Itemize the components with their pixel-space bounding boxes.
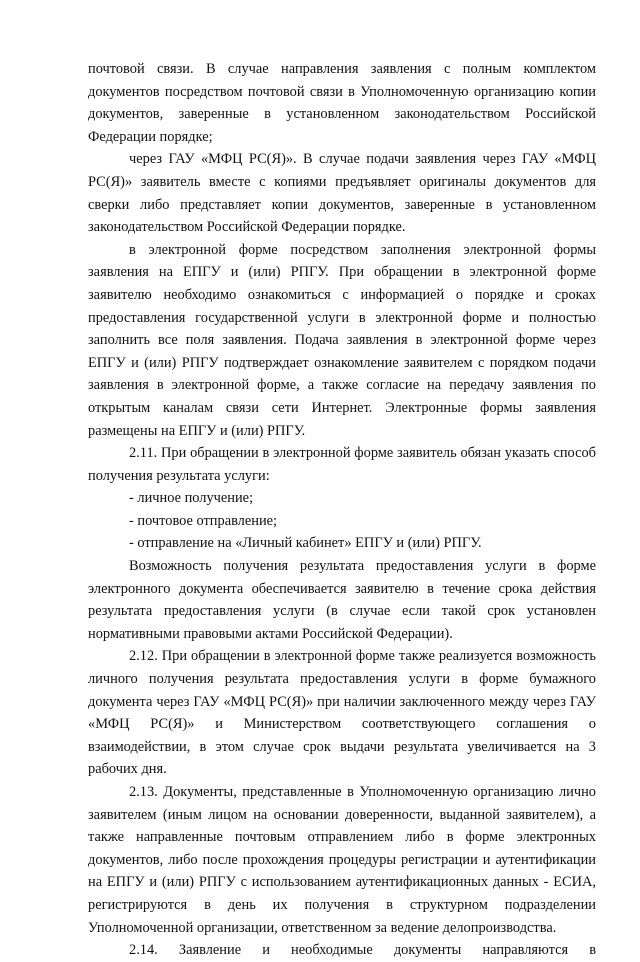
paragraph-2-13: 2.13. Документы, представленные в Уполномоченную организацию лично заявителем (иным лицом на основании доверенности, выданной заявителем), а также направленные почтовым отправлением либо в форме электронных документов, либо после прохождения процедуры регистрации и аутентификации на ЕПГУ и (или) РПГУ с использованием аутентификационных данных - ЕСИА, регистрируются в день их получения в структурном подразделении Уполномоченной организации, ответственном за ведение делопроизводства.: [88, 784, 596, 936]
document-page: [88, 58, 596, 962]
paragraph-via-mfc: через ГАУ «МФЦ РС(Я)». В случае подачи заявления через ГАУ «МФЦ РС(Я)» заявитель вместе с копиями предъявляет оригиналы документов для сверки либо представляет копии документов, заверенные в установленном законодательством Российской Федерации порядке.: [88, 151, 596, 236]
paragraph-2-14: 2.14. Заявление и необходимые документы направляются в: [129, 942, 596, 959]
paragraph-2-11: 2.11. При обращении в электронной форме заявитель обязан указать способ получения результата услуги:: [88, 445, 596, 484]
paragraph-electronic-result: Возможность получения результата предоставления услуги в форме электронного документа обеспечивается заявителю в течение срока действия результата предоставления услуги (в случае если такой срок установлен нормативными правовыми актами Российской Федерации).: [88, 558, 596, 642]
list-item-personal-account: - отправление на «Личный кабинет» ЕПГУ и (или) РПГУ.: [129, 535, 482, 552]
paragraph-postal-copies: почтовой связи. В случае направления заявления с полным комплектом документов посредством почтовой связи в Уполномоченную организацию копии документов, заверенные в установленном законодательством Российской Федерации порядке;: [88, 61, 596, 145]
paragraph-2-12: 2.12. При обращении в электронной форме также реализуется возможность личного получения результата предоставления услуги в форме бумажного документа через ГАУ «МФЦ РС(Я)» при наличии заключенного между через ГАУ «МФЦ РС(Я)» и Министерством соответствующего соглашения о взаимодействии, в этом случае срок выдачи результата увеличивается на 3 рабочих дня.: [88, 648, 596, 778]
paragraph-electronic-form: в электронной форме посредством заполнения электронной формы заявления на ЕПГУ и (или) РПГУ. При обращении в электронной форме заявителю необходимо ознакомиться с информацией о порядке и сроках предоставления государственной услуги в электронной форме и полностью заполнить все поля заявления. Подача заявления в электронной форме через ЕПГУ и (или) РПГУ подтверждает ознакомление заявителем с порядком подачи заявления в электронной форме, а также согласие на передачу заявления по открытым каналам связи сети Интернет. Электронные формы заявления размещены на ЕПГУ и (или) РПГУ.: [88, 241, 596, 439]
list-item-postal-delivery: - почтовое отправление;: [129, 512, 278, 529]
list-item-personal-receipt: - личное получение;: [129, 490, 254, 507]
